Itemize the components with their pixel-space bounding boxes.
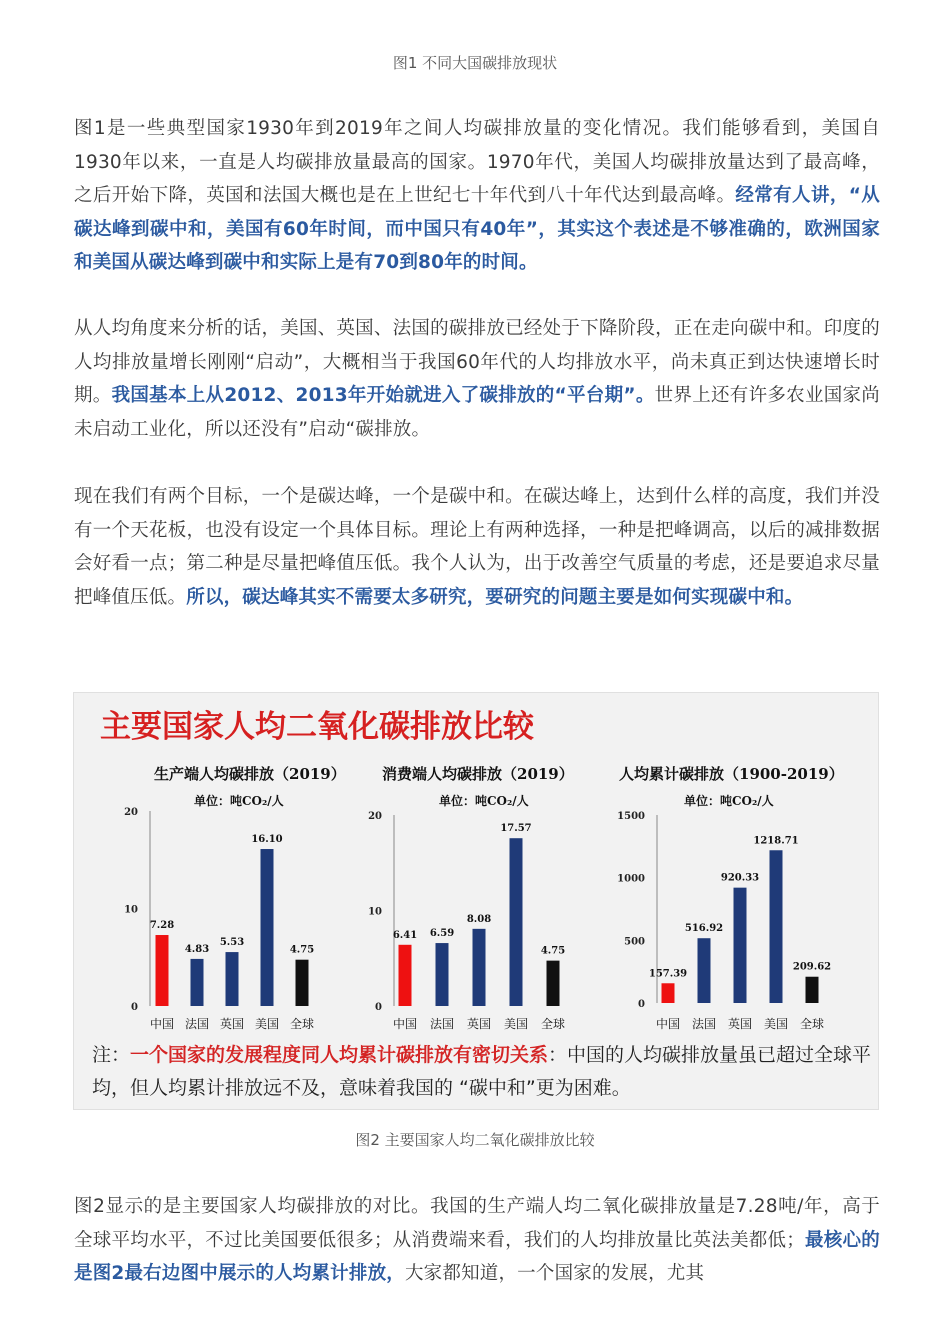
y-tick-label: 0 xyxy=(638,999,645,1010)
paragraph-3-text: 现在我们有两个目标，一个是碳达峰，一个是碳中和。在碳达峰上，达到什么样的高度，我们并没有一个天花板，也没有设定一个具体目标。理论上有两种选择，一种是把峰调高，以后的减排数据会好看一点；第二种是尽量把峰值压低。我个人认为，出于改善空气质量的考虑，还是要追求尽量把峰值压低。 xyxy=(74,486,880,608)
data-label: 8.08 xyxy=(466,913,492,925)
note-prefix: 注： xyxy=(92,1044,131,1066)
bar xyxy=(662,983,675,1003)
paragraph-3 xyxy=(74,480,880,614)
y-tick-label: 10 xyxy=(124,904,138,916)
figure-2-caption: 图2 主要国家人均二氧化碳排放比较 xyxy=(355,1131,595,1149)
bar xyxy=(399,945,412,1006)
unit-label: 单位：吨CO₂/人 xyxy=(684,794,774,808)
y-tick-label: 1000 xyxy=(617,873,645,885)
x-tick-label: 全球 xyxy=(540,1017,566,1031)
figure-2-note xyxy=(92,1039,872,1105)
figure-2-image xyxy=(73,692,879,1110)
x-tick-label: 中国 xyxy=(655,1017,681,1031)
data-label: 516.92 xyxy=(684,923,724,935)
data-label: 4.75 xyxy=(289,944,315,956)
charts-group xyxy=(124,765,844,1031)
data-label: 4.83 xyxy=(184,943,210,955)
paragraph-4-text-a: 图2显示的是主要国家人均碳排放的对比。我国的生产端人均二氧化碳排放量是7.28吨/年，高于全球平均水平，不过比美国要低很多；从消费端来看，我们的人均排放量比英法美都低； xyxy=(74,1196,880,1251)
paragraph-3-highlight: 所以，碳达峰其实不需要太多研究，要研究的问题主要是如何实现碳中和。 xyxy=(186,586,804,608)
data-label: 157.39 xyxy=(648,968,688,980)
bar xyxy=(698,938,711,1003)
paragraph-4-highlight: 最核心的是图2最右边图中展示的人均累计排放， xyxy=(74,1229,880,1284)
data-label: 209.62 xyxy=(792,961,832,973)
x-tick-label: 美国 xyxy=(503,1017,529,1031)
bar xyxy=(226,952,239,1006)
bar xyxy=(156,935,169,1006)
paragraph-2-highlight: 我国基本上从2012、2013年开始就进入了碳排放的“平台期”。 xyxy=(111,385,655,406)
y-tick-label: 0 xyxy=(131,1002,138,1013)
paragraph-4-text-b: 大家都知道，一个国家的发展，尤其 xyxy=(404,1263,705,1284)
y-tick-label: 0 xyxy=(375,1002,382,1013)
note-red-text: 一个国家的发展程度同人均累计碳排放有密切关系 xyxy=(130,1044,549,1066)
data-label: 7.28 xyxy=(149,920,175,932)
paragraph-2-text-a: 从人均角度来分析的话，美国、英国、法国的碳排放已经处于下降阶段，正在走向碳中和。印度的人均排放量增长刚刚“启动”，大概相当于我国60年代的人均排放水平，尚未真正到达快速增长时期。 xyxy=(74,318,880,406)
bar xyxy=(473,929,486,1006)
y-tick-label: 1500 xyxy=(617,811,645,822)
bar xyxy=(547,961,560,1006)
data-label: 920.33 xyxy=(720,872,760,884)
data-label: 17.57 xyxy=(500,823,532,835)
bar xyxy=(734,888,747,1003)
bar xyxy=(436,943,449,1006)
bar xyxy=(806,977,819,1003)
bar xyxy=(261,849,274,1006)
data-label: 16.10 xyxy=(251,834,283,846)
x-tick-label: 中国 xyxy=(392,1017,418,1031)
y-tick-label: 20 xyxy=(124,807,138,818)
x-tick-label: 美国 xyxy=(254,1017,280,1031)
y-tick-label: 500 xyxy=(624,936,645,948)
data-label: 1218.71 xyxy=(753,835,799,847)
bar xyxy=(770,850,783,1003)
paragraph-1-highlight: 经常有人讲，“从碳达峰到碳中和，美国有60年时间，而中国只有40年”，其实这个表述是不够准确的，欧洲国家和美国从碳达峰到碳中和实际上是有70到80年的时间。 xyxy=(74,185,880,273)
data-label: 5.53 xyxy=(219,937,245,949)
x-tick-label: 中国 xyxy=(149,1017,175,1031)
data-label: 4.75 xyxy=(540,945,566,957)
chart-title: 生产端人均碳排放（2019） xyxy=(154,765,346,783)
y-tick-label: 10 xyxy=(368,906,382,918)
unit-label: 单位：吨CO₂/人 xyxy=(439,794,529,808)
paragraph-2 xyxy=(74,312,880,446)
chart-title: 人均累计碳排放（1900-2019） xyxy=(619,765,844,783)
x-tick-label: 法国 xyxy=(184,1017,210,1031)
y-tick-label: 20 xyxy=(368,811,382,822)
paragraph-4 xyxy=(74,1190,880,1291)
x-tick-label: 英国 xyxy=(219,1017,245,1031)
bar-chart-2 xyxy=(368,765,574,1031)
paragraph-1 xyxy=(74,112,880,280)
x-tick-label: 全球 xyxy=(799,1017,825,1031)
figure-1-caption: 图1 不同大国碳排放现状 xyxy=(392,54,558,72)
bar xyxy=(191,959,204,1006)
bar xyxy=(296,960,309,1006)
data-label: 6.41 xyxy=(392,929,418,941)
x-tick-label: 法国 xyxy=(429,1017,455,1031)
bar-chart-3 xyxy=(617,765,844,1031)
bar xyxy=(510,838,523,1006)
x-tick-label: 英国 xyxy=(727,1017,753,1031)
x-tick-label: 英国 xyxy=(466,1017,492,1031)
note-rest-text: ：中国的人均碳排放量虽已超过全球平均，但人均累计排放远不及，意味着我国的 “碳中和”更为困难。 xyxy=(92,1044,872,1099)
bar-chart-1 xyxy=(124,765,346,1031)
x-tick-label: 法国 xyxy=(691,1017,717,1031)
figure-2-title: 主要国家人均二氧化碳排放比较 xyxy=(100,709,534,745)
chart-title: 消费端人均碳排放（2019） xyxy=(382,765,574,783)
unit-label: 单位：吨CO₂/人 xyxy=(194,794,284,808)
x-tick-label: 全球 xyxy=(289,1017,315,1031)
paragraph-2-text-b: 世界上还有许多农业国家尚未启动工业化，所以还没有”启动“碳排放。 xyxy=(74,385,881,440)
x-tick-label: 美国 xyxy=(763,1017,789,1031)
data-label: 6.59 xyxy=(429,928,455,940)
paragraph-1-text: 图1是一些典型国家1930年到2019年之间人均碳排放量的变化情况。我们能够看到，美国自1930年以来，一直是人均碳排放量最高的国家。1970年代，美国人均碳排放量达到了最高峰，之后开始下降，英国和法国大概也是在上世纪七十年代到八十年代达到最高峰。 xyxy=(74,118,880,206)
